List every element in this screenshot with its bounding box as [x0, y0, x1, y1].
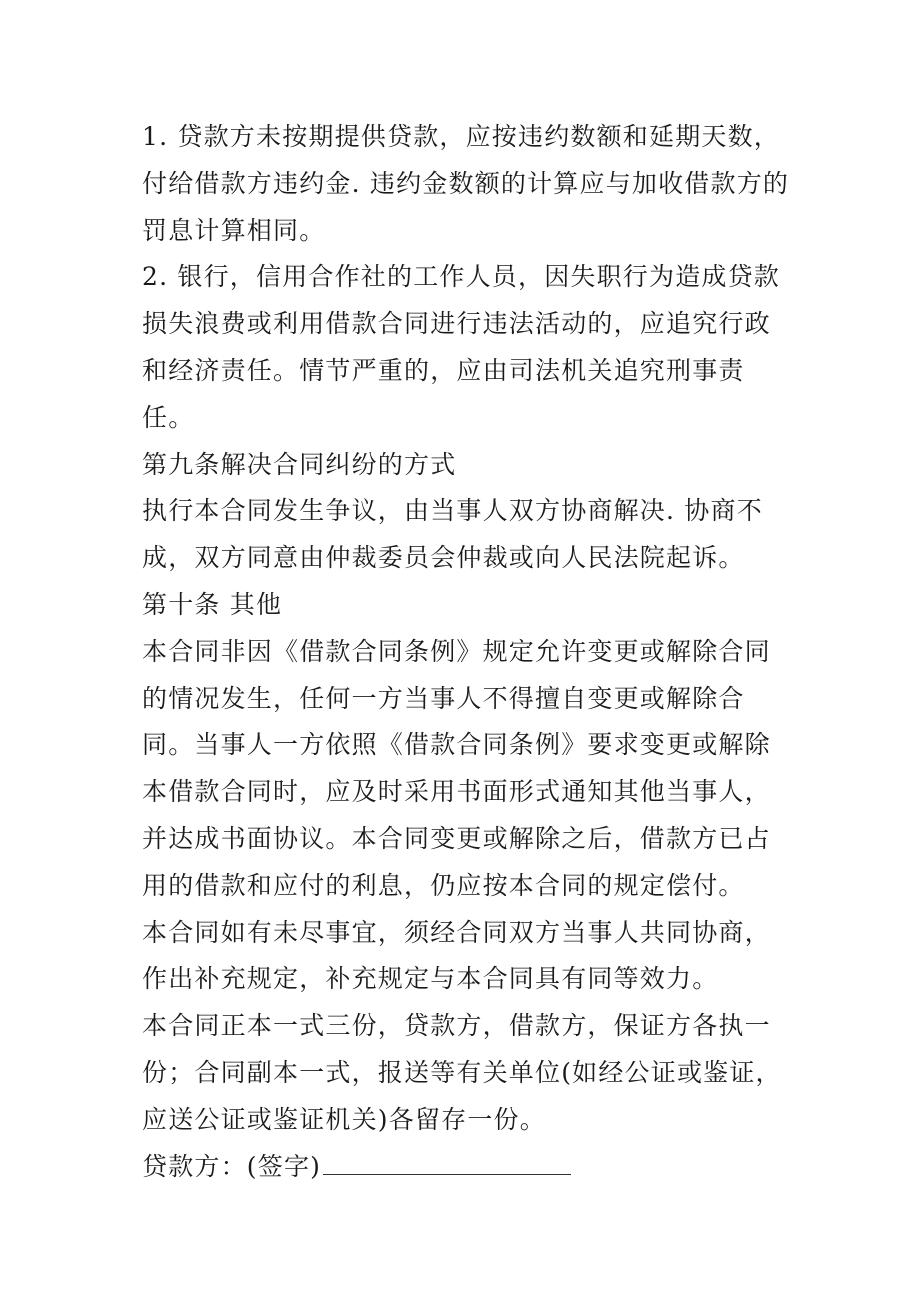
article-10-paragraph-1: 本合同非因《借款合同条例》规定允许变更或解除合同的情况发生，任何一方当事人不得擅自变更或解除合同。当事人一方依照《借款合同条例》要求变更或解除本借款合同时，应及时采用书面形式通知其他当事人，并达成书面协议。本合同变更或解除之后，借款方已占用的借款和应付的利息，仍应按本合同的规定偿付。 — [142, 636, 771, 900]
article-9-text: 执行本合同发生争议，由当事人双方协商解决. 协商不成，双方同意由仲裁委员会仲裁或向人民法院起诉。 — [142, 496, 763, 573]
article-10-paragraph-2: 本合同如有未尽事宜，须经合同双方当事人共同协商，作出补充规定，补充规定与本合同具有同等效力。 — [142, 917, 771, 994]
article-10-paragraph-3: 本合同正本一式三份，贷款方，借款方，保证方各执一份；合同副本一式，报送等有关单位(如经公证或鉴证，应送公证或鉴证机关)各留存一份。 — [142, 1011, 782, 1134]
clause-item-1: 1. 贷款方未按期提供贷款，应按违约数额和延期天数，付给借款方违约金. 违约金数额的计算应与加收借款方的罚息计算相同。 — [142, 122, 790, 245]
signature-blank-line — [323, 1148, 571, 1175]
signature-row — [142, 1144, 792, 1191]
article-9-heading: 第九条解决合同纠纷的方式 — [142, 449, 457, 479]
signature-label: 贷款方：(签字) — [142, 1151, 322, 1181]
document-body — [142, 114, 792, 1190]
article-10-heading: 第十条 其他 — [142, 589, 283, 619]
clause-item-2: 2. 银行，信用合作社的工作人员，因失职行为造成贷款损失浪费或利用借款合同进行违法活动的，应追究行政和经济责任。情节严重的，应由司法机关追究刑事责任。 — [142, 262, 781, 432]
